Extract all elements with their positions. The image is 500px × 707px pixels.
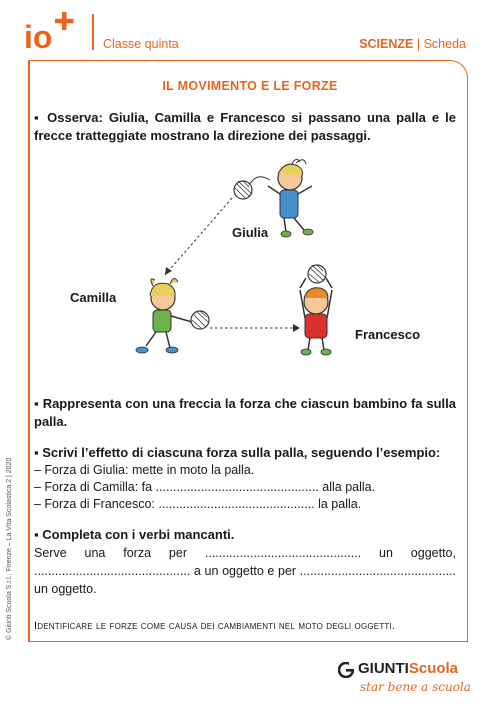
brand-tagline: star bene a scuola	[360, 680, 471, 694]
subject-separator: |	[416, 37, 421, 51]
subject-label	[359, 37, 466, 51]
subject-name: SCIENZE	[359, 37, 414, 51]
effect-line-francesco: – Forza di Francesco: ............................................. la palla.	[34, 497, 362, 511]
pass-arrow-giulia-to-camilla	[165, 198, 232, 275]
worksheet-title: IL MOVIMENTO E LE FORZE	[162, 79, 338, 93]
subject-type: Scheda	[423, 37, 466, 51]
francesco-figure	[300, 265, 332, 355]
represent-instruction	[34, 395, 456, 431]
bullet-square: ▪	[34, 110, 42, 125]
camilla-figure	[136, 278, 209, 353]
giunti-g-icon	[338, 662, 354, 678]
label-francesco: Francesco	[355, 327, 421, 342]
svg-text:io: io	[24, 19, 53, 54]
verbs-section	[34, 526, 456, 598]
bullet-square: ▪	[34, 396, 39, 411]
giunti-scuola-logo	[338, 660, 471, 700]
represent-text: Rappresenta con una freccia la forza che ciascun bambino fa sulla palla.	[34, 396, 457, 429]
copyright-vertical: © Giunti Scuola S.r.l., Firenze – La Vita Scolastica 2 | 2020	[6, 457, 13, 640]
effect-heading	[34, 444, 456, 462]
verbs-heading	[34, 526, 456, 544]
children-passing-ball-illustration	[60, 150, 440, 380]
verbs-fill-text: Serve una forza per ............................................. un oggetto, ............................................. a un oggetto e per ............................................. un oggetto.	[34, 546, 456, 596]
observe-text: Osserva: Giulia, Camilla e Francesco si passano una palla e le frecce tratteggiate mostrano la direzione dei passaggi.	[34, 110, 456, 143]
effect-line-camilla: – Forza di Camilla: fa ............................................... alla palla.	[34, 480, 376, 494]
header-divider	[92, 14, 94, 50]
class-label: Classe quinta	[103, 37, 179, 51]
brand-name: GIUNTIScuola	[358, 660, 459, 677]
effect-heading-text: Scrivi l’effetto di ciascuna forza sulla palla, seguendo l’esempio:	[42, 445, 441, 460]
bullet-square: ▪	[34, 527, 39, 542]
label-camilla: Camilla	[70, 290, 117, 305]
learning-objective: Identificare le forze come causa dei cambiamenti nel moto degli oggetti.	[34, 620, 396, 632]
effect-line-giulia: – Forza di Giulia: mette in moto la palla.	[34, 463, 255, 477]
io-plus-logo	[22, 10, 82, 54]
verbs-heading-text: Completa con i verbi mancanti.	[42, 527, 235, 542]
label-giulia: Giulia	[232, 225, 269, 240]
effect-section	[34, 444, 456, 513]
observe-instruction	[34, 109, 456, 145]
worksheet-frame-left	[28, 60, 30, 642]
bullet-square: ▪	[34, 445, 39, 460]
